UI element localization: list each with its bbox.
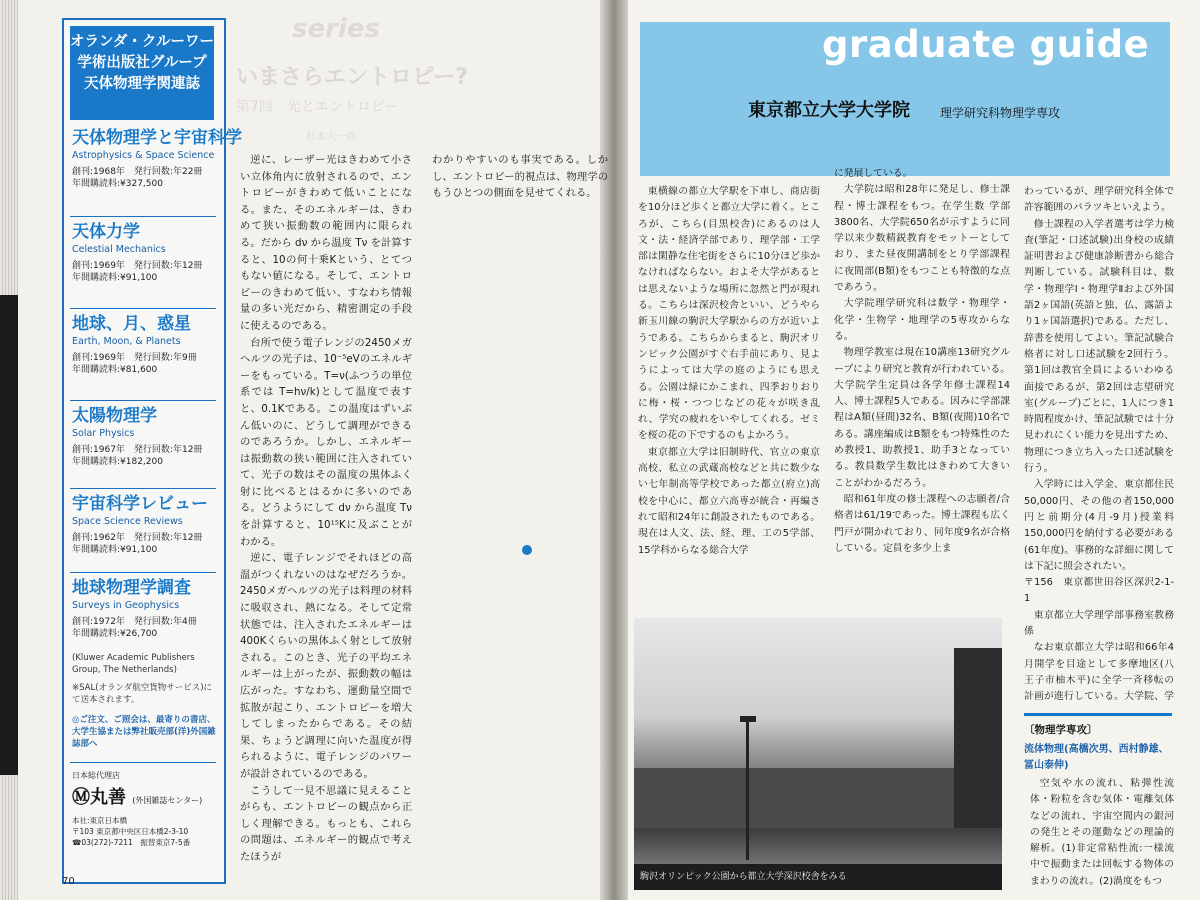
divider <box>70 400 216 401</box>
ad-header: オランダ・クルーワー 学術出版社グループ 天体物理学関連誌 <box>70 26 214 120</box>
journal-entry: 太陽物理学 Solar Physics 創刊:1967年 発行回数:年12冊 年間購読料:¥182,200 <box>72 406 203 467</box>
series-ghost-text: series <box>292 14 380 44</box>
divider <box>70 762 216 763</box>
divider <box>70 488 216 489</box>
right-article-column-1: 東横線の都立大学駅を下車し、商店街を10分ほど歩くと都立大学に着く。ところが、こちら(目黒校舎)にあるのは人文・法・経済学部であり、理学部・工学部は閑静な住宅街をさらに10分ほど歩かなければならない。およそ大学があるとは思えないような場所に忽然と門が現れる。こちらは深沢校舎といい、どうやら新玉川線の駒沢大学駅からの方が近いようである。こちらからまると、駒沢オリンピック公園がすぐ右手前にあり、見ようによっては大学の庭のようにも思える。公園は緑にかこまれ、四季おりおりに梅・桜・つつじなどの花々が咲き乱れ、学究の疲れをいやしてくれる。ゼミを桜の花の下でするのもよかろう。 東京都立大学は旧制時代、官立の東京高校、私立の武蔵高校などと共に数少ない七年制高等学校であった都立(府立)高校を中心に、都立六高専が統合・再編されて昭和24年に創設されたものである。現在は人文、法、経、理、工の5学部、15学科からなる総合大学 <box>638 186 820 556</box>
journal-entry: 天体力学 Celestial Mechanics 創刊:1969年 発行回数:年12冊 年間購読料:¥91,100 <box>72 222 203 283</box>
journal-entry: 地球物理学調査 Surveys in Geophysics 創刊:1972年 発行回数:年4冊 年間購読料:¥26,700 <box>72 578 197 639</box>
photo-caption: 駒沢オリンピック公園から都立大学深沢校舎をみる <box>634 864 1002 890</box>
divider <box>70 572 216 573</box>
journal-advertisement <box>62 18 242 884</box>
journal-entry: 天体物理学と宇宙科学 Astrophysics & Space Science 創刊:1968年 発行回数:年22冊 年間購読料:¥327,500 <box>72 128 242 189</box>
section-text: 空気や水の流れ、粘弾性流体・粉粒を含む気体・電離気体などの流れ、宇宙空間内の銀河の発生とその運動などの理論的解析。(1)非定常粘性流:一様流中で振動または回転する物体のまわりの流れ。(2)渦度をもつ <box>1030 778 1174 887</box>
section-dot <box>522 545 532 555</box>
agent-address: 本社:東京日本橋 〒103 東京都中央区日本橋2-3-10 ☎03(272)-7211 振替東京7-5番 <box>72 816 191 847</box>
maruzen-logo: Ⓜ丸善 (外国雑誌センター) <box>72 787 203 808</box>
section-staff: 流体物理(高橋次男、西村静雄、冨山泰伸) <box>1024 744 1169 771</box>
photo-pole <box>746 720 749 860</box>
left-article-column-2: わかりやすいのも事実である。しかし、エントロピー的視点は、物理学のもうひとつの側面を見せてくれる。 <box>432 154 608 200</box>
section-heading: 〔物理学専攻〕 <box>1024 724 1098 736</box>
campus-photo <box>634 618 1002 890</box>
journal-entry: 宇宙科学レビュー Space Science Reviews 創刊:1962年 発行回数:年12冊 年間購読料:¥91,100 <box>72 494 208 555</box>
right-article-column-2: に発展している。 大学院は昭和28年に発足し、修士課程・博士課程をもつ。在学生数 学部3800名、大学院650名が示すように同学以来少数精鋭教育をモットーとしており、また昼夜開講制をとり学部課程に夜間部(B類)をもつことも特徴的な点であろう。 大学院理学研究科は数学・物理学・化学・生物学・地理学の5専攻からなる。 物理学教室は現在10講座13研究グループにより研究と教育が行われている。大学院学生定員は各学年修士課程14人、博士課程5人である。因みに学部課程はA類(昼間)32名、B類(夜間)10名である。講座編成はB類をもつ特殊性のため教授1、助教授1、助手3となっている。教員数学生数比はきわめて大きいことがわかるだろう。 昭和61年度の修士課程への志願者/合格者は61/19であった。博士課程も広く門戸が開かれており、同年度9名が合格している。定員を多少上ま <box>834 168 1010 554</box>
banner-title: graduate guide <box>822 23 1150 66</box>
left-article-column-1: 逆に、レーザー光はきわめて小さい立体角内に放射されるので、エントロピーがきわめて低いことになる。また、そのエネルギーは、きわめて狭い振動数の範囲内に限られる。だから dν から温度 Tν を計算すると、10の何十乗Kという、とてつもない値になる。そして、エントロピーのきわめて低い、すなわち情報量の多い光だから、精密測定の手段に使えるのである。 台所で使う電子レンジの2450メガヘルツの光子は、10⁻⁵eVのエネルギーをもっている。T=ν(ふつうの単位系では T=hν/k)として温度で表すと、0.1Kである。この温度はずいぶん低いのに、どうして調理ができるのであろうか。しかし、エネルギーは振動数の狭い範囲に注入されていて、光子の数はその温度の黒体ふく射に比べるとはるかに多いのである。どうようにして dν から温度 Tν を計算すると、10¹⁵Kに及ぶことがわかる。 逆に、電子レンジでそれほどの高温がつくれないのはなぜだろうか。2450メガヘルツの光子は料理の材料に吸収され、熱になる。そして定常状態では、注入されたエネルギーは400Kくらいの黒体ふく射として放射される。このとき、光子の平均エネルギーは上がったが、振動数の幅は広がった。すなわち、運動量空間で拡散が起こり、エントロピーを増大してしまったからである。その結果、ちょうど調理に向いた温度が得られるように、電子レンジのパワーが設計されているのである。 こうして一見不思議に見えることがらも、エントロピーの観点から正しく理解できる。もっとも、これらの問題は、エネルギー的観点で考えたほうが <box>240 154 412 863</box>
order-note: ◎ご注文、ご照会は、最寄りの書店、大学生協または弊社販売部(洋)外国雑誌部へ <box>72 715 216 749</box>
page-number: 70 <box>62 876 75 887</box>
university-name: 東京都立大学大学院 <box>748 100 910 121</box>
section-rule <box>1024 713 1172 716</box>
divider <box>70 216 216 217</box>
agent-label: 日本総代理店 <box>72 771 120 780</box>
department-name: 理学研究科物理学専攻 <box>940 106 1061 120</box>
journal-entry: 地球、月、惑星 Earth, Moon, & Planets 創刊:1969年 発行回数:年9冊 年間購読料:¥81,600 <box>72 314 197 375</box>
publisher-note: (Kluwer Academic Publishers Group, The Netherlands) <box>72 653 195 675</box>
ghost-author: 杉本大一郎 <box>306 132 356 143</box>
ghost-subtitle: 第7回 光とエントロピー <box>236 99 399 115</box>
photo-building <box>634 768 1002 828</box>
agent-block <box>72 770 218 848</box>
right-article-column-3: わっているが、理学研究科全体で許容範囲のバラツキといえよう。 修士課程の入学者選考は学力検査(筆記・口述試験)出身校の成績証明書および健康診断書から総合判断している。試験科目は、数学・物理学Ⅰ・物理学Ⅱおよび外国語2ヶ国語(英語と独、仏、露語より1ヶ国語選択)である。ただし、辞書を使用してよい。筆記試験合格者に対し口述試験を2回行う。第1回は教官全員によるいわゆる面接であるが、第2回は志望研究室(グループ)ごとに、1人につき1時間程度かけ、筆記試験では十分見われにくい能力を見出すため、物理につき立ち入った口述試験を行う。 入学時には入学金、東京都住民50,000円、その他の者150,000円と前期分(4月-9月)授業料150,000円を納付する必要がある(61年度)。事務的な詳細に関しては下記に照会されたい。 〒156 東京都世田谷区深沢2-1-1 東京都立大学理学部事務室教務係 なお東京都立大学は昭和66年4月開学を目途として多摩地区(八王子市柚木平)に全学一斉移転の計画が進行している。大学院、学 <box>1024 186 1174 703</box>
divider <box>70 308 216 309</box>
ghost-title: いまさらエントロピー? <box>236 65 468 90</box>
photo-tower <box>954 648 1002 828</box>
sal-note: ※SAL(オランダ航空貨物サービス)にて送本されます。 <box>72 683 213 705</box>
